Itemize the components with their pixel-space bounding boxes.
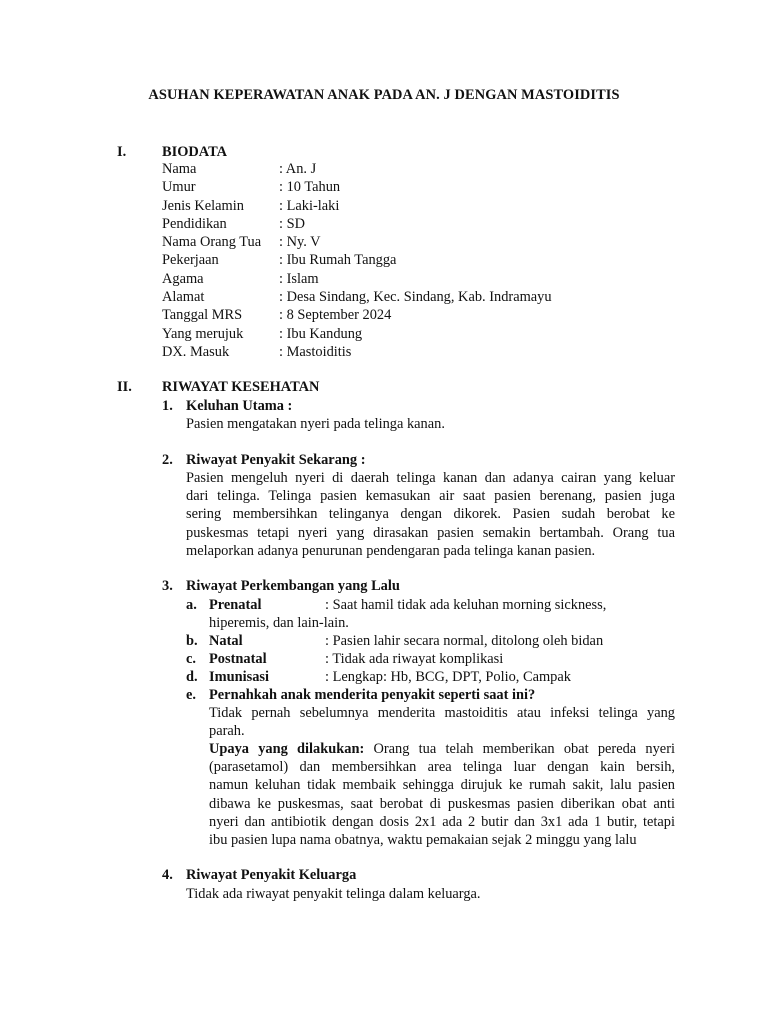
sub-d-label: Imunisasi	[209, 669, 269, 685]
paragraph-line: Pasien mengeluh nyeri di daerah telinga kanan dan adanya cairan yang keluar	[186, 470, 675, 486]
paragraph-line: sering membersihkan telinganya dengan dikorek. Pasien sudah berobat ke	[186, 506, 675, 523]
paragraph-line: parah.	[209, 723, 245, 740]
biodata-row	[162, 306, 552, 324]
biodata-label: Pekerjaan	[162, 252, 219, 269]
sub-c-letter: c.	[186, 651, 196, 667]
biodata-row	[162, 178, 552, 196]
item-4-number: 4.	[162, 867, 173, 883]
biodata-row	[162, 160, 552, 178]
section-1-title: BIODATA	[162, 144, 228, 160]
sub-d-value: : Lengkap: Hb, BCG, DPT, Polio, Campak	[325, 669, 571, 685]
sub-b-value: : Pasien lahir secara normal, ditolong oleh bidan	[325, 633, 604, 649]
item-4-title: Riwayat Penyakit Keluarga	[186, 867, 357, 883]
biodata-value: : Islam	[279, 270, 319, 287]
paragraph-line: dibawa ke puskesmas, saat berobat di puskesmas pasien diberikan obat anti	[209, 795, 675, 812]
document-title: ASUHAN KEPERAWATAN ANAK PADA AN. J DENGAN MASTOIDITIS	[148, 87, 620, 103]
sub-a-label: Prenatal	[209, 597, 262, 613]
sub-c-label: Postnatal	[209, 651, 267, 667]
sub-b-label: Natal	[209, 633, 243, 649]
biodata-row	[162, 197, 552, 215]
biodata-row	[162, 215, 552, 233]
biodata-label: Agama	[162, 270, 204, 287]
sub-e-question: Pernahkah anak menderita penyakit seperti saat ini?	[209, 687, 536, 703]
biodata-label: Yang merujuk	[162, 325, 244, 342]
item-1-title: Keluhan Utama :	[186, 398, 293, 414]
biodata-row	[162, 233, 552, 251]
biodata-value: : Laki-laki	[279, 197, 340, 214]
item-3-number: 3.	[162, 578, 173, 594]
biodata-label: Nama Orang Tua	[162, 234, 262, 251]
biodata-label: Tanggal MRS	[162, 307, 243, 324]
biodata-value: : 8 September 2024	[279, 307, 392, 324]
biodata-value: : An. J	[279, 161, 317, 177]
biodata-row	[162, 288, 552, 306]
paragraph-line: melaporkan adanya penurunan pendengaran pada telinga kanan pasien.	[186, 542, 596, 559]
upaya-label: Upaya yang dilakukan:	[209, 741, 365, 757]
biodata-value: : 10 Tahun	[279, 179, 341, 196]
biodata-value: : Ny. V	[279, 234, 321, 251]
sub-e-upaya	[209, 740, 675, 849]
biodata-label: Umur	[162, 179, 196, 196]
sub-c-value: : Tidak ada riwayat komplikasi	[325, 651, 504, 667]
sub-b-letter: b.	[186, 633, 198, 649]
paragraph-line: (parasetamol) dan membersihkan area telinga luar dengan kain bersih,	[209, 759, 675, 776]
paragraph-line: Tidak pernah sebelumnya menderita mastoiditis atau infeksi telinga yang	[209, 705, 675, 721]
sub-e-answer	[209, 704, 675, 740]
paragraph-line: nyeri dan antibiotik dengan dosis 2x1 ada 2 butir dan 3x1 ada 1 butir, tetapi	[209, 813, 675, 830]
paragraph-line: ibu pasien lupa nama obatnya, waktu pemakaian sejak 2 minggu yang lalu	[209, 832, 637, 849]
biodata-row	[162, 325, 552, 343]
biodata-table	[162, 160, 552, 361]
biodata-value: : Mastoiditis	[279, 343, 352, 360]
biodata-value: : Ibu Rumah Tangga	[279, 252, 397, 269]
section-1-number: I.	[117, 144, 127, 160]
biodata-value: : Ibu Kandung	[279, 325, 363, 342]
section-2-title: RIWAYAT KESEHATAN	[162, 379, 320, 395]
biodata-label: Nama	[162, 161, 197, 177]
biodata-row	[162, 251, 552, 269]
sub-d-letter: d.	[186, 669, 198, 685]
paragraph-line: puskesmas tetapi nyeri yang dirasakan pasien semakin bertambah. Orang tua	[186, 524, 675, 541]
paragraph-line	[209, 740, 675, 758]
sub-a-value: : Saat hamil tidak ada keluhan morning sickness,	[325, 597, 607, 613]
upaya-first-line: Orang tua telah memberikan obat pereda nyeri	[364, 741, 675, 757]
biodata-label: Pendidikan	[162, 215, 227, 232]
paragraph-line: dari telinga. Telinga pasien kemasukan air saat pasien berenang, pasien juga	[186, 488, 675, 505]
sub-a-letter: a.	[186, 597, 197, 613]
item-2-number: 2.	[162, 452, 173, 468]
item-4-text: Tidak ada riwayat penyakit telinga dalam keluarga.	[186, 886, 481, 902]
item-1-number: 1.	[162, 398, 173, 414]
item-1-text: Pasien mengatakan nyeri pada telinga kanan.	[186, 416, 445, 432]
item-3-title: Riwayat Perkembangan yang Lalu	[186, 578, 400, 594]
biodata-row	[162, 270, 552, 288]
item-2-paragraph	[186, 469, 675, 560]
biodata-value: : SD	[279, 215, 305, 232]
item-2-title: Riwayat Penyakit Sekarang :	[186, 452, 366, 468]
sub-e-letter: e.	[186, 687, 196, 703]
biodata-row	[162, 343, 552, 361]
biodata-label: Jenis Kelamin	[162, 197, 244, 214]
paragraph-line: namun keluhan tidak membaik sehingga dirujuk ke rumah sakit, lalu pasien	[209, 777, 675, 794]
biodata-value: : Desa Sindang, Kec. Sindang, Kab. Indramayu	[279, 289, 552, 306]
section-2-number: II.	[117, 379, 132, 395]
biodata-label: Alamat	[162, 289, 205, 306]
sub-a-continuation: hiperemis, dan lain-lain.	[209, 615, 349, 631]
biodata-label: DX. Masuk	[162, 343, 230, 360]
